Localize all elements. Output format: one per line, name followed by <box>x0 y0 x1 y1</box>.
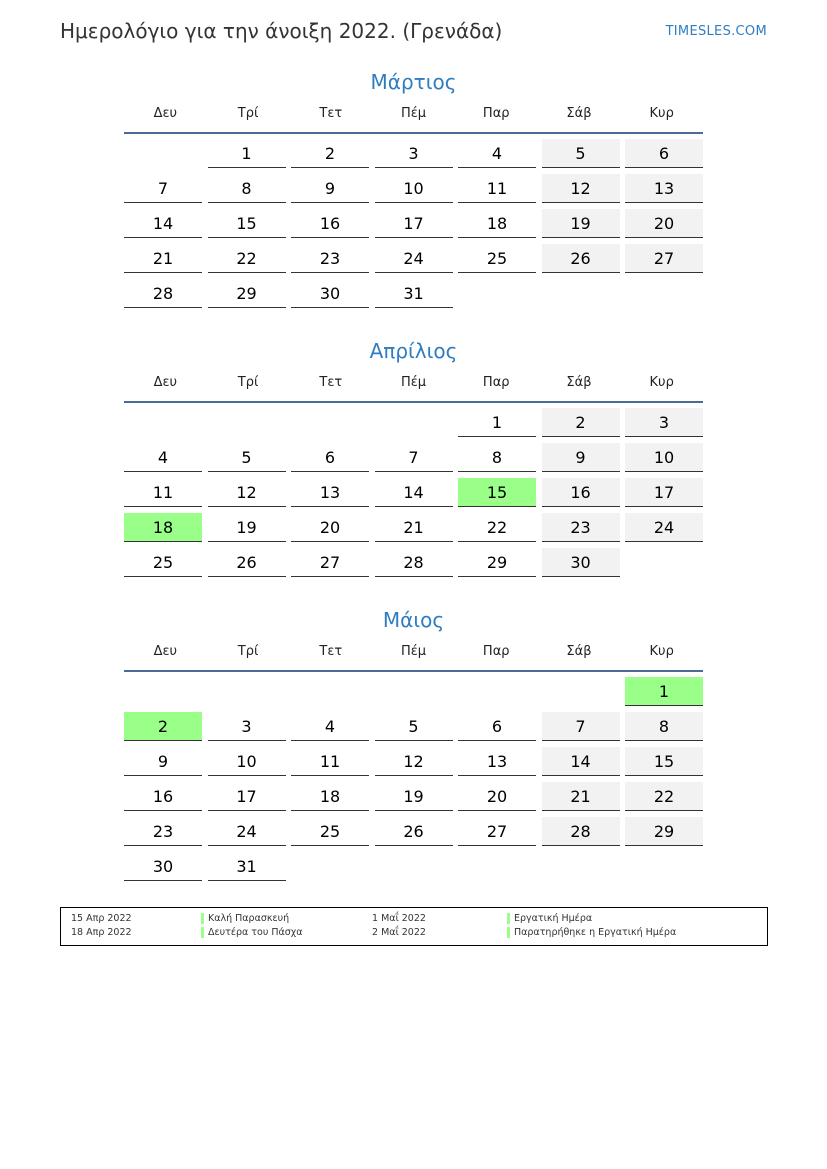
legend-date: 15 Απρ 2022 <box>71 913 132 924</box>
day-cell: 9 <box>542 443 620 472</box>
day-cell: 5 <box>208 443 286 472</box>
day-cell: 25 <box>124 548 202 577</box>
weekday-label: Τετ <box>319 375 343 390</box>
day-cell: 11 <box>124 478 202 507</box>
day-cell: 8 <box>625 712 703 741</box>
day-cell: 31 <box>208 852 286 881</box>
day-cell: 29 <box>458 548 536 577</box>
weekday-label: Πέμ <box>400 106 427 121</box>
day-cell: 15 <box>625 747 703 776</box>
day-cell: 10 <box>625 443 703 472</box>
day-grid <box>124 139 703 308</box>
day-cell: 23 <box>542 513 620 542</box>
day-cell: 30 <box>291 279 369 308</box>
day-cell: 20 <box>458 782 536 811</box>
day-cell: 1 <box>208 139 286 168</box>
weekday-header <box>124 642 703 672</box>
weekday-label: Κυρ <box>649 644 674 659</box>
weekday-label: Πέμ <box>400 644 427 659</box>
weekday-label: Τετ <box>319 644 343 659</box>
empty-cell <box>124 677 202 706</box>
day-cell: 12 <box>208 478 286 507</box>
day-cell: 1 <box>458 408 536 437</box>
day-cell: 13 <box>291 478 369 507</box>
day-cell: 5 <box>542 139 620 168</box>
empty-cell <box>291 408 369 437</box>
brand-link[interactable]: TIMESLES.COM <box>665 24 767 39</box>
day-cell: 18 <box>458 209 536 238</box>
day-cell: 22 <box>625 782 703 811</box>
empty-cell <box>542 677 620 706</box>
day-cell: 3 <box>375 139 453 168</box>
day-cell: 24 <box>208 817 286 846</box>
legend-date: 2 Μαΐ 2022 <box>372 927 426 938</box>
page-title: Ημερολόγιο για την άνοιξη 2022. (Γρενάδα) <box>60 19 503 43</box>
holiday-day-cell: 1 <box>625 677 703 706</box>
day-cell: 23 <box>124 817 202 846</box>
day-cell: 11 <box>458 174 536 203</box>
day-cell: 24 <box>375 244 453 273</box>
holiday-day-cell: 15 <box>458 478 536 507</box>
day-cell: 19 <box>375 782 453 811</box>
weekday-label: Τρί <box>237 644 259 659</box>
empty-cell <box>291 677 369 706</box>
day-cell: 7 <box>542 712 620 741</box>
day-cell: 27 <box>625 244 703 273</box>
empty-cell <box>124 408 202 437</box>
day-cell: 19 <box>542 209 620 238</box>
weekday-label: Τρί <box>237 375 259 390</box>
month-name: Απρίλιος <box>369 339 458 363</box>
day-cell: 24 <box>625 513 703 542</box>
day-cell: 9 <box>291 174 369 203</box>
day-cell: 18 <box>291 782 369 811</box>
legend-date: 18 Απρ 2022 <box>71 927 132 938</box>
month-name: Μάρτιος <box>370 70 457 94</box>
day-cell: 4 <box>291 712 369 741</box>
day-cell: 3 <box>208 712 286 741</box>
day-cell: 6 <box>625 139 703 168</box>
weekday-label: Τρί <box>237 106 259 121</box>
day-cell: 14 <box>542 747 620 776</box>
day-cell: 27 <box>458 817 536 846</box>
day-cell: 26 <box>375 817 453 846</box>
legend-holiday-name: Καλή Παρασκευή <box>201 913 289 924</box>
day-cell: 26 <box>208 548 286 577</box>
day-cell: 9 <box>124 747 202 776</box>
day-cell: 22 <box>458 513 536 542</box>
day-cell: 4 <box>458 139 536 168</box>
empty-cell <box>208 677 286 706</box>
day-cell: 30 <box>542 548 620 577</box>
day-cell: 28 <box>124 279 202 308</box>
day-cell: 2 <box>291 139 369 168</box>
holiday-legend <box>60 907 768 946</box>
weekday-label: Τετ <box>319 106 343 121</box>
empty-cell <box>208 408 286 437</box>
day-cell: 8 <box>208 174 286 203</box>
day-cell: 17 <box>625 478 703 507</box>
holiday-day-cell: 2 <box>124 712 202 741</box>
month-may <box>124 607 703 881</box>
holiday-day-cell: 18 <box>124 513 202 542</box>
day-cell: 12 <box>375 747 453 776</box>
month-april <box>124 338 703 577</box>
weekday-label: Κυρ <box>649 375 674 390</box>
day-cell: 29 <box>625 817 703 846</box>
day-cell: 15 <box>208 209 286 238</box>
day-cell: 5 <box>375 712 453 741</box>
day-cell: 11 <box>291 747 369 776</box>
day-cell: 28 <box>375 548 453 577</box>
day-cell: 25 <box>458 244 536 273</box>
legend-holiday-name: Δευτέρα του Πάσχα <box>201 927 303 938</box>
weekday-label: Δευ <box>153 644 178 659</box>
day-cell: 19 <box>208 513 286 542</box>
empty-cell <box>124 139 202 168</box>
month-march <box>124 69 703 308</box>
day-cell: 20 <box>291 513 369 542</box>
empty-cell <box>375 677 453 706</box>
day-cell: 17 <box>208 782 286 811</box>
day-cell: 23 <box>291 244 369 273</box>
day-cell: 22 <box>208 244 286 273</box>
month-name: Μάιος <box>382 608 445 632</box>
day-cell: 4 <box>124 443 202 472</box>
day-cell: 7 <box>375 443 453 472</box>
day-cell: 30 <box>124 852 202 881</box>
day-cell: 3 <box>625 408 703 437</box>
weekday-label: Παρ <box>482 644 510 659</box>
day-cell: 14 <box>124 209 202 238</box>
day-cell: 13 <box>458 747 536 776</box>
day-cell: 20 <box>625 209 703 238</box>
day-cell: 7 <box>124 174 202 203</box>
weekday-label: Δευ <box>153 106 178 121</box>
day-cell: 12 <box>542 174 620 203</box>
day-cell: 14 <box>375 478 453 507</box>
empty-cell <box>375 408 453 437</box>
weekday-label: Σάβ <box>566 106 592 121</box>
day-cell: 21 <box>124 244 202 273</box>
weekday-label: Σάβ <box>566 644 592 659</box>
legend-date: 1 Μαΐ 2022 <box>372 913 426 924</box>
weekday-label: Παρ <box>482 375 510 390</box>
day-grid <box>124 408 703 577</box>
empty-cell <box>458 677 536 706</box>
day-grid <box>124 677 703 881</box>
day-cell: 13 <box>625 174 703 203</box>
day-cell: 16 <box>124 782 202 811</box>
weekday-label: Κυρ <box>649 106 674 121</box>
day-cell: 21 <box>542 782 620 811</box>
day-cell: 2 <box>542 408 620 437</box>
day-cell: 27 <box>291 548 369 577</box>
day-cell: 17 <box>375 209 453 238</box>
weekday-label: Παρ <box>482 106 510 121</box>
day-cell: 16 <box>291 209 369 238</box>
legend-holiday-name: Εργατική Ημέρα <box>507 913 592 924</box>
day-cell: 21 <box>375 513 453 542</box>
weekday-header <box>124 104 703 134</box>
day-cell: 16 <box>542 478 620 507</box>
day-cell: 29 <box>208 279 286 308</box>
day-cell: 10 <box>208 747 286 776</box>
legend-holiday-name: Παρατηρήθηκε η Εργατική Ημέρα <box>507 927 676 938</box>
day-cell: 26 <box>542 244 620 273</box>
day-cell: 31 <box>375 279 453 308</box>
day-cell: 10 <box>375 174 453 203</box>
weekday-label: Σάβ <box>566 375 592 390</box>
weekday-label: Πέμ <box>400 375 427 390</box>
day-cell: 6 <box>458 712 536 741</box>
weekday-header <box>124 373 703 403</box>
day-cell: 28 <box>542 817 620 846</box>
day-cell: 8 <box>458 443 536 472</box>
weekday-label: Δευ <box>153 375 178 390</box>
day-cell: 25 <box>291 817 369 846</box>
day-cell: 6 <box>291 443 369 472</box>
